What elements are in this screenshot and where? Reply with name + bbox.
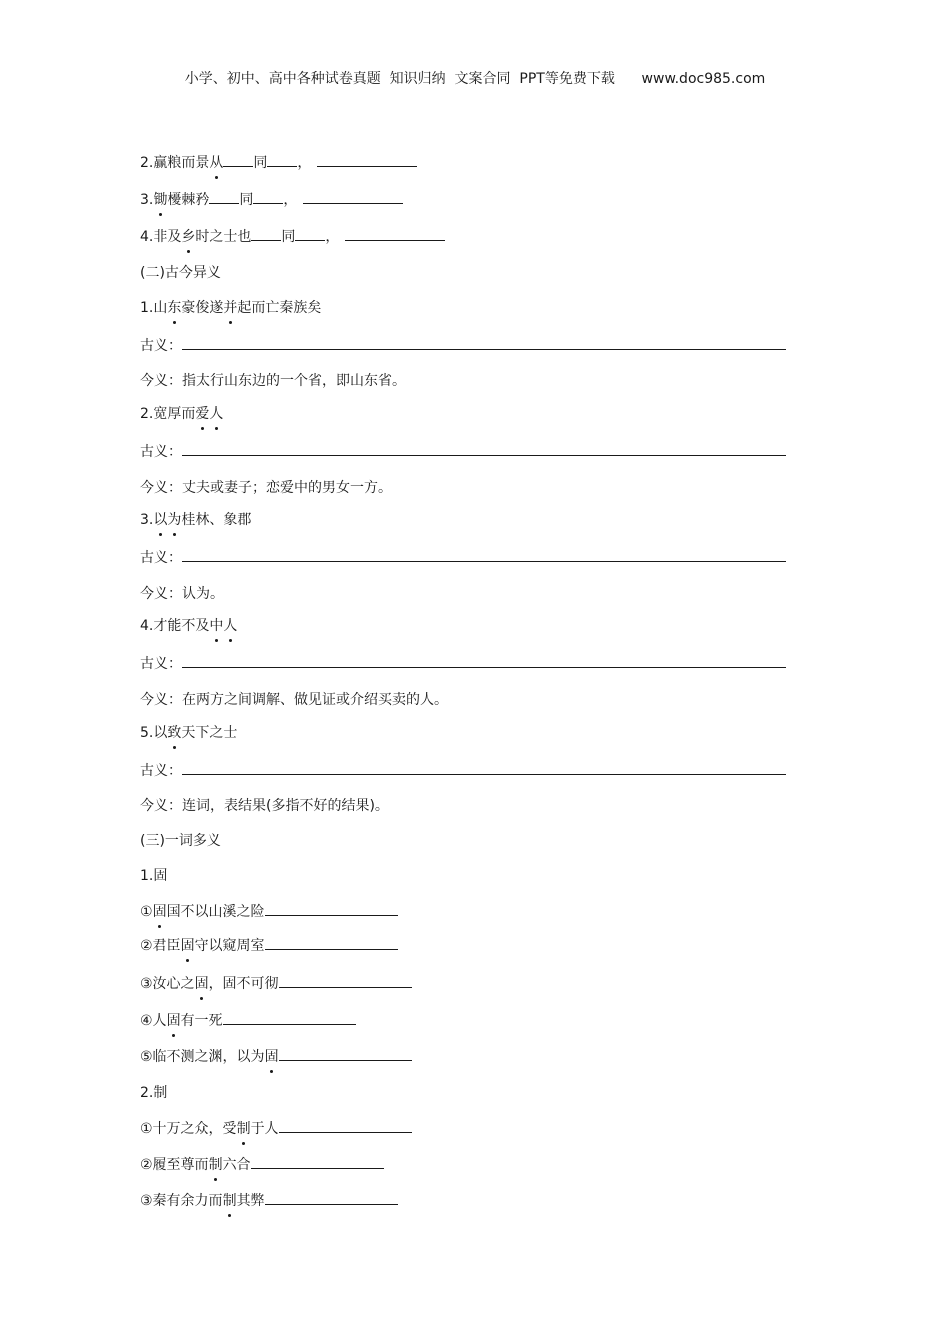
gu-yi-line-1: 古义： [140, 334, 786, 357]
gu-sentence-5: ⑤临不测之渊，以为固 [140, 1045, 412, 1068]
answer-blank[interactable] [209, 188, 239, 204]
answer-blank[interactable] [295, 225, 325, 241]
answer-blank[interactable] [223, 1009, 356, 1025]
answer-blank[interactable] [251, 1153, 384, 1169]
answer-blank[interactable] [182, 759, 786, 775]
gu-sentence-2: ②君臣固守以窥周室 [140, 934, 398, 957]
answer-blank[interactable] [345, 225, 445, 241]
answer-blank[interactable] [267, 151, 297, 167]
dotted-char: 固 [153, 901, 167, 923]
modern-meaning-5: 今义：连词，表结果(多指不好的结果)。 [140, 798, 389, 814]
answer-blank[interactable] [279, 1045, 412, 1061]
answer-blank[interactable] [182, 334, 786, 350]
dotted-char: 人 [223, 615, 237, 637]
word-label-zhi: 2.制 [140, 1085, 168, 1101]
dotted-char: 锄 [153, 189, 167, 211]
dotted-char: 乡 [181, 226, 195, 248]
tongjia-item-3: 3.锄櫌棘矜 同 ， [140, 188, 403, 211]
dotted-char: 制 [223, 1190, 237, 1212]
dotted-char: 固 [167, 1010, 181, 1032]
word-label-gu: 1.固 [140, 868, 168, 884]
dotted-char: 固 [195, 973, 209, 995]
modern-meaning-2: 今义：丈夫或妻子；恋爱中的男女一方。 [140, 480, 392, 496]
gujin-item-3: 3.以为桂林、象郡 [140, 509, 251, 531]
answer-blank[interactable] [303, 188, 403, 204]
gu-yi-line-3: 古义： [140, 546, 786, 569]
answer-blank[interactable] [251, 225, 281, 241]
answer-blank[interactable] [265, 1189, 398, 1205]
gujin-item-1: 1.山东豪俊遂并起而亡秦族矣 [140, 297, 321, 319]
dotted-char: 以 [153, 509, 167, 531]
gu-yi-line-5: 古义： [140, 759, 786, 782]
gu-yi-line-2: 古义： [140, 440, 786, 463]
answer-blank[interactable] [182, 652, 786, 668]
dotted-char: 并 [223, 297, 237, 319]
modern-meaning-3: 今义：认为。 [140, 586, 224, 602]
answer-blank[interactable] [253, 188, 283, 204]
modern-meaning-4: 今义：在两方之间调解、做见证或介绍买卖的人。 [140, 692, 448, 708]
zhi-sentence-3: ③秦有余力而制其弊 [140, 1189, 398, 1212]
answer-blank[interactable] [265, 934, 398, 950]
gujin-item-2: 2.宽厚而爱人 [140, 403, 223, 425]
zhi-sentence-1: ①十万之众，受制于人 [140, 1117, 412, 1140]
answer-blank[interactable] [223, 151, 253, 167]
answer-blank[interactable] [317, 151, 417, 167]
answer-blank[interactable] [182, 546, 786, 562]
answer-blank[interactable] [279, 972, 412, 988]
tongjia-item-4: 4.非及乡时之士也 同 ， [140, 225, 445, 248]
dotted-char: 为 [167, 509, 181, 531]
gu-sentence-3: ③汝心之固，固不可彻 [140, 972, 412, 995]
dotted-char: 制 [209, 1154, 223, 1176]
dotted-char: 致 [167, 722, 181, 744]
modern-meaning-1: 今义：指太行山东边的一个省，即山东省。 [140, 373, 406, 389]
zhi-sentence-2: ②履至尊而制六合 [140, 1153, 384, 1176]
gu-sentence-1: ①固国不以山溪之险 [140, 900, 398, 923]
dotted-char: 中 [209, 615, 223, 637]
dotted-char: 东 [167, 297, 181, 319]
gujin-item-5: 5.以致天下之士 [140, 722, 237, 744]
section-title-yici: (三)一词多义 [140, 833, 221, 849]
site-header: 小学、初中、高中各种试卷真题 知识归纳 文案合同 PPT等免费下载 www.doc985.com [184, 71, 766, 87]
tongjia-item-2: 2.赢粮而景从 同 ， [140, 151, 417, 174]
section-title-gujin: (二)古今异义 [140, 265, 221, 281]
answer-blank[interactable] [182, 440, 786, 456]
gu-sentence-4: ④人固有一死 [140, 1009, 356, 1032]
dotted-char: 爱 [195, 403, 209, 425]
answer-blank[interactable] [265, 900, 398, 916]
gu-yi-line-4: 古义： [140, 652, 786, 675]
dotted-char: 固 [265, 1046, 279, 1068]
answer-blank[interactable] [279, 1117, 412, 1133]
dotted-char: 固 [181, 935, 195, 957]
dotted-char: 制 [237, 1118, 251, 1140]
dotted-char: 从 [209, 152, 223, 174]
dotted-char: 人 [209, 403, 223, 425]
gujin-item-4: 4.才能不及中人 [140, 615, 237, 637]
